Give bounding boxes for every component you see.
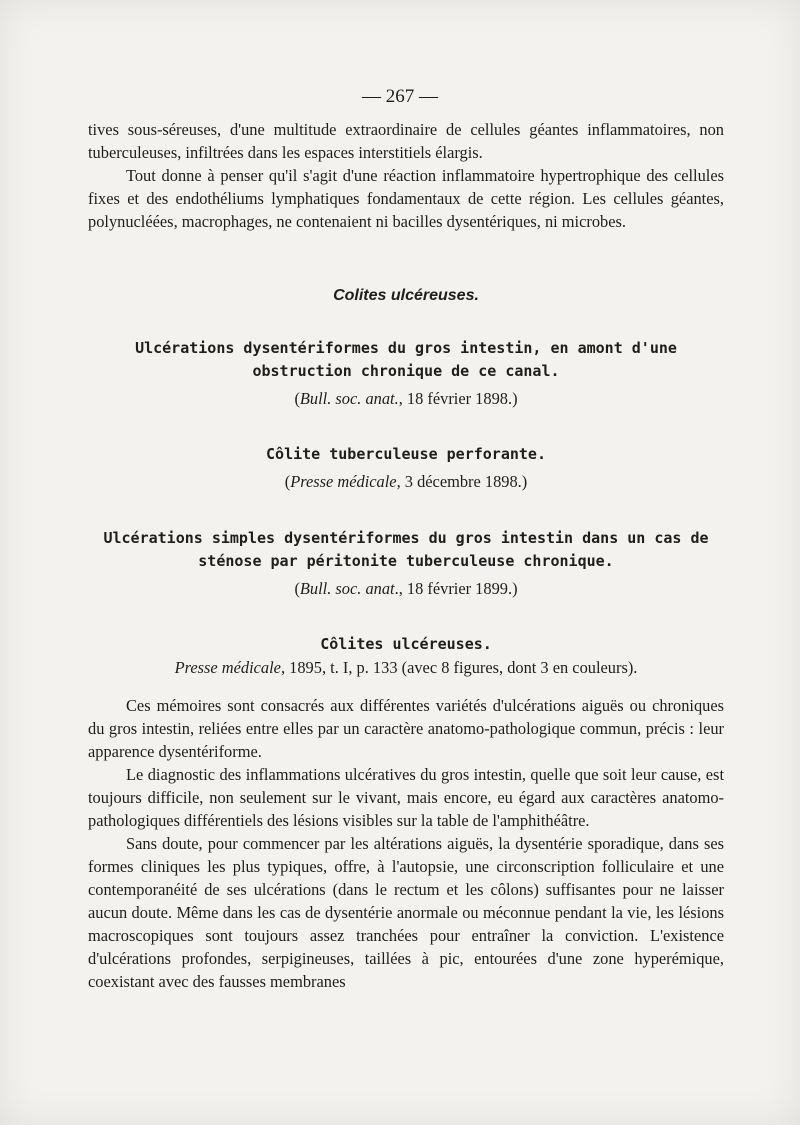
citation-source: Presse médicale xyxy=(174,658,281,677)
entry-citation xyxy=(88,579,724,599)
bottom-text-block xyxy=(88,694,724,993)
citation-source: Bull. soc. anat. xyxy=(299,389,399,408)
page-number: — 267 — xyxy=(362,86,438,107)
citation-close: ) xyxy=(512,579,518,598)
top-text-block xyxy=(88,118,724,233)
citation-date: , 1895, t. I, p. 133 (avec 8 figures, dont 3 en couleurs). xyxy=(280,658,638,677)
entry-citation xyxy=(88,658,724,678)
citation-open: ( xyxy=(284,472,291,491)
entry-title: Côlites ulcéreuses. xyxy=(320,635,492,653)
citation-close: ) xyxy=(512,389,518,408)
paragraph: tives sous-séreuses, d'une multitude extraordinaire de cellules géantes inflammatoires, non tuberculeuses, infiltrées dans les espaces interstitiels élargis. xyxy=(88,120,724,162)
citation-open: ( xyxy=(294,389,300,408)
citation-source: Bull. soc. anat xyxy=(299,579,395,598)
entry-citation xyxy=(88,472,724,492)
paragraph: Ces mémoires sont consacrés aux différentes variétés d'ulcérations aiguës ou chroniques du gros intestin, reliées entre elles par un caractère anatomo-pathologique commun, précis : leur apparence dysentériforme. xyxy=(88,696,724,761)
citation-date: ., 18 février 1899. xyxy=(394,579,513,598)
citation-source: Presse médicale xyxy=(290,472,397,491)
entry-title: Ulcérations simples dysentériformes du gros intestin dans un cas de sténose par péritonite tuberculeuse chronique. xyxy=(103,529,709,570)
entry-citation xyxy=(88,389,724,409)
citation-date: , 3 décembre 1898. xyxy=(396,472,522,491)
entry-title: Côlite tuberculeuse perforante. xyxy=(266,445,546,463)
citation-open: ( xyxy=(294,579,300,598)
paragraph: Le diagnostic des inflammations ulcératives du gros intestin, quelle que soit leur cause, est toujours difficile, non seulement sur le vivant, mais encore, eu égard aux caractères anatomo-pathologiques différentiels des lésions visibles sur la table de l'amphithéâtre. xyxy=(88,765,724,830)
citation-close: ) xyxy=(521,472,528,491)
paragraph: Sans doute, pour commencer par les altérations aiguës, la dysentérie sporadique, dans ses formes cliniques les plus typiques, offre, à l'autopsie, une circonscription folliculaire et une contemporanéité de ses ulcérations (dans le rectum et les côlons) suffisantes pour ne laisser aucun doute. Même dans les cas de dysentérie anormale ou méconnue pendant la vie, les lésions macroscopiques sont toujours assez tranchées pour entraîner la conviction. L'existence d'ulcérations profondes, serpigineuses, taillées à pic, entourées d'une zone hyperémique, coexistant avec des fausses membranes xyxy=(88,834,724,991)
paragraph: Tout donne à penser qu'il s'agit d'une réaction inflammatoire hypertrophique des cellules fixes et des endothéliums lymphatiques fondamentaux de cette région. Les cellules géantes, polynucléées, macrophages, ne contenaient ni bacilles dysentériques, ni microbes. xyxy=(88,166,724,231)
section-heading: Colites ulcéreuses. xyxy=(333,287,479,304)
entry-title: Ulcérations dysentériformes du gros intestin, en amont d'une obstruction chronique de ce canal. xyxy=(135,339,677,380)
citation-date: , 18 février 1898. xyxy=(398,389,513,408)
